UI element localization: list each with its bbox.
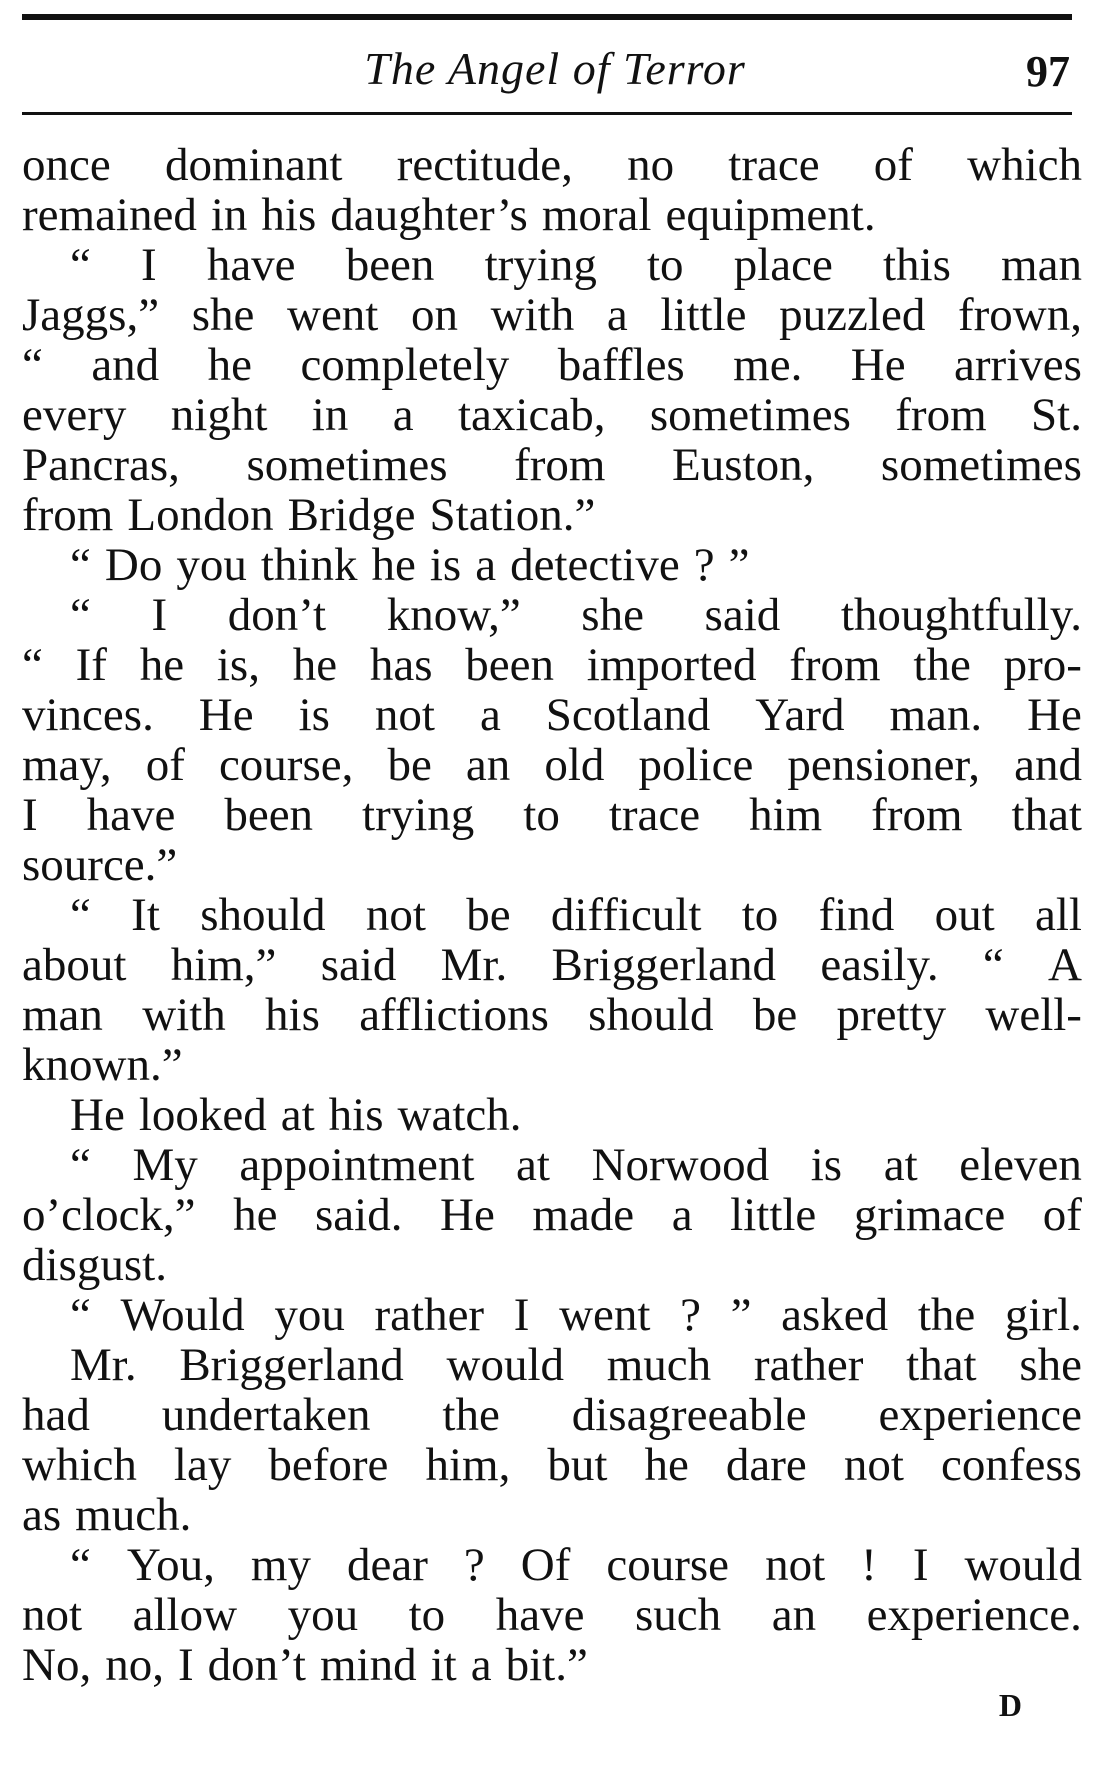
- text-line: Mr. Briggerland would much rather that she: [70, 1339, 1082, 1391]
- signature-mark: D: [998, 1687, 1022, 1723]
- text-line: had undertaken the disagreeable experience: [22, 1389, 1082, 1441]
- header-bottom-rule: [22, 112, 1072, 115]
- text-line: I have been trying to trace him from that: [22, 789, 1082, 841]
- text-line: which lay before him, but he dare not confess: [22, 1439, 1082, 1491]
- text-line: “ and he completely baffles me. He arrives: [22, 339, 1082, 391]
- text-line: “ You, my dear ? Of course not ! I would: [70, 1539, 1082, 1591]
- text-line: “ My appointment at Norwood is at eleven: [70, 1139, 1082, 1191]
- text-line: “ I don’t know,” she said thoughtfully.: [70, 589, 1082, 641]
- page-number: 97: [1026, 47, 1070, 96]
- text-line: from London Bridge Station.”: [22, 489, 596, 541]
- text-line: Jaggs,” she went on with a little puzzled frown,: [22, 289, 1082, 341]
- text-line: not allow you to have such an experience.: [22, 1589, 1082, 1641]
- text-line: as much.: [22, 1489, 192, 1541]
- text-line: No, no, I don’t mind it a bit.”: [22, 1639, 588, 1691]
- text-line: man with his afflictions should be pretty well-: [22, 989, 1082, 1041]
- running-title: The Angel of Terror: [364, 43, 746, 94]
- text-line: disgust.: [22, 1239, 167, 1291]
- text-line: He looked at his watch.: [70, 1089, 522, 1141]
- text-line: “ Do you think he is a detective ? ”: [70, 539, 750, 591]
- text-line: every night in a taxicab, sometimes from St.: [22, 389, 1082, 441]
- header-top-rule: [22, 14, 1072, 20]
- text-line: known.”: [22, 1039, 183, 1091]
- text-line: “ If he is, he has been imported from the pro-: [22, 639, 1082, 691]
- text-line: once dominant rectitude, no trace of which: [22, 139, 1082, 191]
- text-line: “ I have been trying to place this man: [70, 239, 1082, 291]
- text-line: Pancras, sometimes from Euston, sometimes: [22, 439, 1082, 491]
- text-line: vinces. He is not a Scotland Yard man. He: [22, 689, 1082, 741]
- text-line: source.”: [22, 839, 178, 891]
- text-line: about him,” said Mr. Briggerland easily. “ A: [22, 939, 1082, 991]
- body-text: [22, 140, 1082, 1690]
- text-line: “ Would you rather I went ? ” asked the girl.: [70, 1289, 1082, 1341]
- text-line: o’clock,” he said. He made a little grimace of: [22, 1189, 1082, 1241]
- text-line: remained in his daughter’s moral equipment.: [22, 189, 876, 241]
- text-line: may, of course, be an old police pensioner, and: [22, 739, 1082, 791]
- text-line: “ It should not be difficult to find out all: [70, 889, 1082, 941]
